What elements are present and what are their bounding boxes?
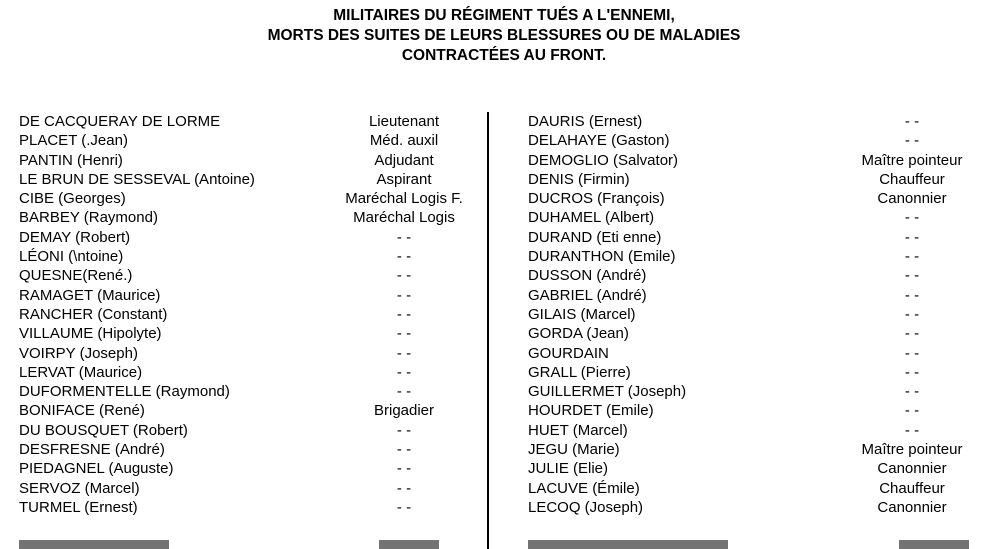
soldier-rank: - - (396, 286, 412, 304)
title-line-3: CONTRACTÉES AU FRONT. (401, 47, 607, 64)
roster-row (528, 401, 988, 420)
soldier-name: DELAHAYE (Gaston) (528, 132, 670, 150)
soldier-name: RANCHER (Constant) (19, 305, 168, 323)
soldier-name: LECOQ (Joseph) (528, 498, 644, 516)
roster-row (19, 208, 479, 227)
soldier-name: DEMAY (Robert) (19, 228, 131, 246)
roster-row (19, 286, 479, 305)
soldier-rank: Aspirant (376, 170, 432, 188)
soldier-name: DUHAMEL (Albert) (528, 209, 655, 227)
roster-row (528, 170, 988, 189)
soldier-name: HOURDET (Emile) (528, 402, 654, 420)
soldier-name: PIEDAGNEL (Auguste) (19, 460, 174, 478)
soldier-rank: - - (904, 209, 920, 227)
soldier-rank: - - (904, 286, 920, 304)
soldier-name: GORDA (Jean) (528, 325, 629, 343)
roster-row (528, 382, 988, 401)
soldier-name: DU BOUSQUET (Robert) (19, 421, 188, 439)
roster-row (19, 401, 479, 420)
soldier-rank: Canonnier (877, 498, 947, 516)
left-roster-column (19, 112, 479, 517)
roster-row (528, 189, 988, 208)
roster-row (19, 112, 479, 131)
soldier-rank: - - (396, 441, 412, 459)
soldier-rank: - - (396, 498, 412, 516)
soldier-name: GRALL (Pierre) (528, 363, 631, 381)
soldier-name: GUILLERMET (Joseph) (528, 383, 687, 401)
soldier-rank: - - (904, 248, 920, 266)
soldier-name: JULIE (Elie) (528, 460, 609, 478)
soldier-rank: - - (904, 113, 920, 130)
soldier-name: LÉONI (\ntoine) (19, 248, 124, 266)
roster-row (528, 131, 988, 150)
roster-row (528, 151, 988, 170)
soldier-rank: Canonnier (877, 190, 947, 208)
soldier-rank: - - (904, 267, 920, 285)
roster-row (528, 440, 988, 459)
soldier-name: QUESNE(René.) (19, 267, 133, 285)
soldier-rank: Brigadier (373, 402, 435, 420)
soldier-name: GOURDAIN (528, 344, 609, 362)
roster-row (528, 112, 988, 131)
roster-row (19, 440, 479, 459)
soldier-name: CIBE (Georges) (19, 190, 126, 208)
roster-row (19, 498, 479, 517)
roster-row (19, 266, 479, 285)
roster-row (19, 305, 479, 324)
roster-row (528, 305, 988, 324)
soldier-name: GABRIEL (André) (528, 286, 647, 304)
soldier-name: JEGU (Marie) (528, 441, 620, 459)
roster-row (19, 382, 479, 401)
soldier-name: VOIRPY (Joseph) (19, 344, 138, 362)
roster-row (19, 228, 479, 247)
soldier-name: LERVAT (Maurice) (19, 363, 143, 381)
soldier-rank: Maître pointeur (861, 441, 963, 459)
roster-row (528, 363, 988, 382)
soldier-name: GILAIS (Marcel) (528, 305, 636, 323)
soldier-rank: Maréchal Logis (353, 209, 455, 227)
soldier-name: DUFORMENTELLE (Raymond) (19, 383, 230, 401)
soldier-rank: Canonnier (877, 460, 947, 478)
soldier-rank: - - (396, 344, 412, 362)
soldier-name: DENIS (Firmin) (528, 170, 630, 188)
soldier-rank: - - (904, 383, 920, 401)
soldier-name: DURANTHON (Emile) (528, 248, 676, 266)
roster-row (528, 479, 988, 498)
soldier-rank: - - (396, 248, 412, 266)
roster-row (19, 151, 479, 170)
soldier-name: VILLAUME (Hipolyte) (19, 325, 162, 343)
roster-row (528, 344, 988, 363)
soldier-rank: - - (904, 305, 920, 323)
soldier-rank: - - (396, 421, 412, 439)
roster-row (19, 131, 479, 150)
soldier-name: DUSSON (André) (528, 267, 647, 285)
right-roster-column (528, 112, 988, 517)
soldier-name: DUCROS (François) (528, 190, 665, 208)
soldier-rank: Chauffeur (879, 170, 945, 188)
soldier-rank: - - (396, 383, 412, 401)
column-divider (487, 112, 489, 549)
soldier-rank: Maître pointeur (861, 151, 963, 169)
soldier-rank: Maréchal Logis F. (345, 190, 463, 208)
roster-row (528, 421, 988, 440)
roster-row (528, 324, 988, 343)
soldier-name: DESFRESNE (André) (19, 441, 165, 459)
soldier-name: BONIFACE (René) (19, 402, 145, 420)
roster-row (19, 344, 479, 363)
soldier-name: LE BRUN DE SESSEVAL (Antoine) (19, 170, 255, 188)
roster-row (528, 459, 988, 478)
soldier-rank: - - (904, 325, 920, 343)
soldier-name: TURMEL (Ernest) (19, 498, 138, 516)
soldier-name: DURAND (Eti enne) (528, 228, 662, 246)
roster-row (19, 421, 479, 440)
roster-row (19, 363, 479, 382)
roster-row (528, 266, 988, 285)
soldier-rank: - - (396, 363, 412, 381)
soldier-name: HUET (Marcel) (528, 421, 628, 439)
soldier-rank: - - (904, 344, 920, 362)
roster-row (528, 208, 988, 227)
cropped-next-row (19, 540, 999, 549)
soldier-rank: - - (904, 363, 920, 381)
soldier-rank: - - (396, 479, 412, 497)
soldier-rank: Méd. auxil (369, 132, 439, 150)
soldier-rank: - - (396, 460, 412, 478)
soldier-rank: Adjudant (374, 151, 434, 169)
soldier-rank: - - (904, 421, 920, 439)
soldier-rank: - - (396, 228, 412, 246)
soldier-name: DEMOGLIO (Salvator) (528, 151, 679, 169)
soldier-rank: - - (904, 402, 920, 420)
soldier-name: LACUVE (Émile) (528, 479, 640, 497)
roster-row (528, 498, 988, 517)
title-line-1: MILITAIRES DU RÉGIMENT TUÉS A L'ENNEMI, (333, 7, 675, 24)
soldier-name: RAMAGET (Maurice) (19, 286, 161, 304)
soldier-rank: - - (904, 228, 920, 246)
roster-row (19, 479, 479, 498)
soldier-name: DE CACQUERAY DE LORME (19, 113, 221, 130)
soldier-name: DAURIS (Ernest) (528, 113, 643, 130)
soldier-rank: Lieutenant (368, 113, 440, 130)
soldier-name: SERVOZ (Marcel) (19, 479, 140, 497)
soldier-rank: - - (396, 305, 412, 323)
soldier-rank: Chauffeur (879, 479, 945, 497)
soldier-rank: - - (904, 132, 920, 150)
roster-row (19, 324, 479, 343)
roster-row (528, 286, 988, 305)
soldier-rank: - - (396, 325, 412, 343)
soldier-name: PLACET (.Jean) (19, 132, 128, 150)
soldier-rank: - - (396, 267, 412, 285)
roster-row (19, 170, 479, 189)
soldier-name: BARBEY (Raymond) (19, 209, 158, 227)
roster-row (19, 247, 479, 266)
roster-row (19, 459, 479, 478)
roster-row (528, 247, 988, 266)
roster-row (19, 189, 479, 208)
title-line-2: MORTS DES SUITES DE LEURS BLESSURES OU DE MALADIES (267, 27, 741, 44)
document-title (0, 6, 1008, 66)
roster-row (528, 228, 988, 247)
soldier-name: PANTIN (Henri) (19, 151, 123, 169)
